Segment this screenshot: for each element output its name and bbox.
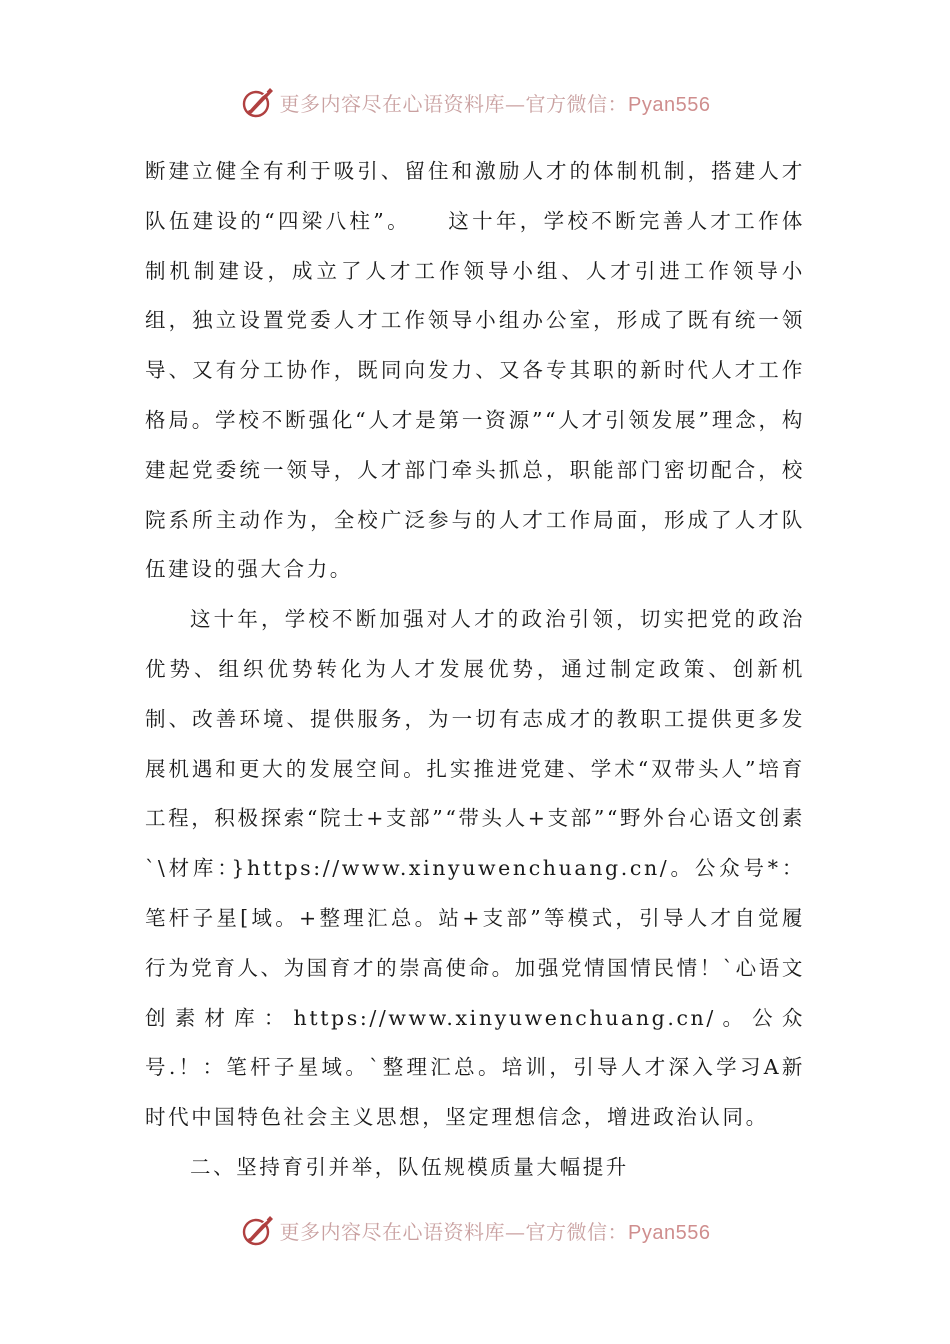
banner-main-text: 更多内容尽在心语资料库—官方微信：: [279, 91, 629, 116]
footer-watermark-banner: [0, 1210, 950, 1250]
banner-handle: Pyan556: [628, 1221, 711, 1244]
header-watermark-banner: [0, 82, 950, 122]
banner-text: [280, 88, 711, 117]
banner-main-text: 更多内容尽在心语资料库—官方微信：: [279, 1219, 629, 1244]
document-body: [145, 147, 805, 1193]
section-heading: 二、坚持育引并举，队伍规模质量大幅提升: [190, 1154, 629, 1179]
banner-handle: Pyan556: [628, 93, 711, 116]
paragraph-2: 这十年，学校不断加强对人才的政治引领，切实把党的政治优势、组织优势转化为人才发展优势，通过制定政策、创新机制、改善环境、提供服务，为一切有志成才的教职工提供更多发展机遇和更大的发展空间。扎实推进党建、学术“双带头人”培育工程，积极探索“院士+支部”“带头人+支部”“野外台心语文创素`\材库：}https://www.xinyuwenchuang.cn/。公众号*：笔杆子星[域。+整理汇总。站+支部”等模式，引导人才自觉履行为党育人、为国育才的崇高使命。加强党情国情民情！`心语文创素材库：https://www.xinyuwenchuang.cn/。公众号.！：笔杆子星域。`整理汇总。培训，引导人才深入学习A新时代中国特色社会主义思想，坚定理想信念，增进政治认同。: [145, 607, 805, 1130]
paragraph-1: 断建立健全有利于吸引、留住和激励人才的体制机制，搭建人才队伍建设的“四梁八柱”。 这十年，学校不断完善人才工作体制机制建设，成立了人才工作领导小组、人才引进工作领导小组，独立设置党委人才工作领导小组办公室，形成了既有统一领导、又有分工协作，既同向发力、又各专其职的新时代人才工作格局。学校不断强化“人才是第一资源”“人才引领发展”理念，构建起党委统一领导，人才部门牵头抓总，职能部门密切配合，校院系所主动作为，全校广泛参与的人才工作局面，形成了人才队伍建设的强大合力。: [145, 159, 805, 582]
banner-text: [280, 1216, 711, 1245]
quill-logo-icon: [240, 1212, 276, 1248]
quill-logo-icon: [240, 84, 276, 120]
